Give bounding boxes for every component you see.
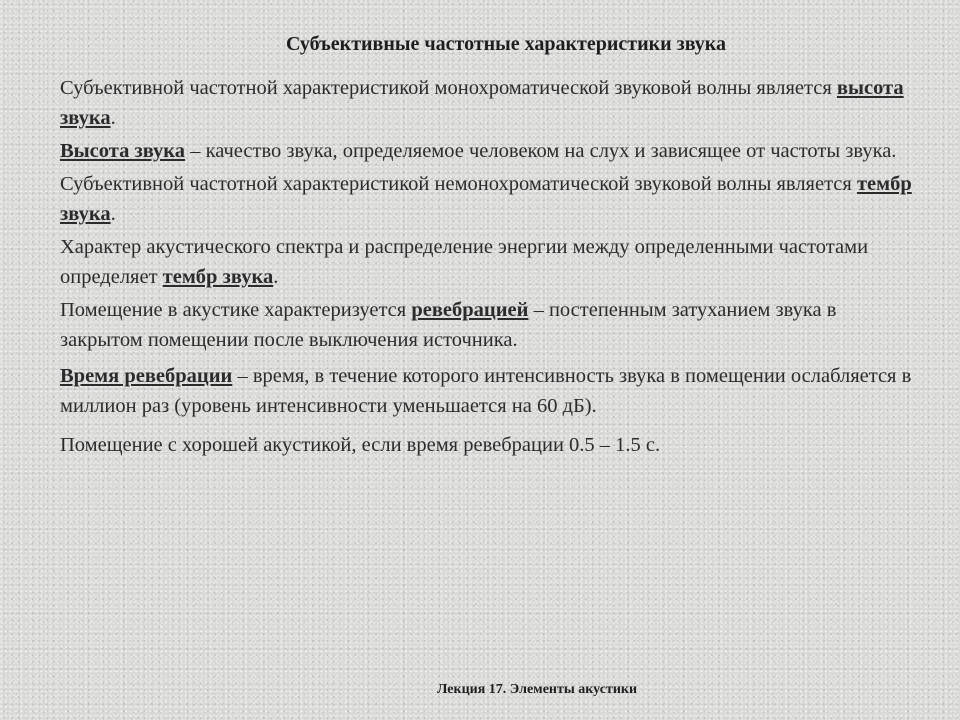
paragraph-pitch-meaning [60,136,920,166]
paragraph-reverberation [60,295,920,355]
term-pitch: Высота звука [60,140,186,162]
paragraph-text: Субъективной частотной характеристикой монохроматической звуковой волны является [60,77,837,99]
slide-title: Субъективные частотные характеристики звука [285,33,727,55]
slide-footer: Лекция 17. Элементы акустики [436,682,638,697]
term-pitch: высота звука [60,77,904,129]
term-reverberation-time: Время ревебрации [60,365,233,387]
term-reverberation: ревебрацией [411,299,529,321]
paragraph-timbre-spectrum [60,232,920,292]
paragraph-text: – качество звука, определяемое человеком на слух и зависящее от частоты звука. [185,140,897,162]
paragraph-reverberation-time [60,361,920,421]
paragraph-text: Помещение с хорошей акустикой, если время ревебрации 0.5 – 1.5 с. [60,434,661,456]
term-timbre: тембр звука [162,266,274,288]
paragraph-text: – время, в течение которого интенсивность звука в помещении ослабляется в миллион раз (уровень интенсивности уменьшается на 60 дБ). [60,365,912,417]
paragraph-good-acoustics [60,430,920,460]
paragraph-pitch-definition [60,73,920,133]
paragraph-text: . [110,107,116,129]
paragraph-text: . [273,266,279,288]
paragraph-text: Помещение в акустике характеризуется [60,299,412,321]
paragraph-text: . [110,203,116,225]
paragraph-text: – постепенным затуханием звука в закрытом помещении после выключения источника. [60,299,837,351]
slide-body [60,73,920,460]
term-timbre: тембр звука [60,173,912,225]
paragraph-text: Характер акустического спектра и распределение энергии между определенными частотами определяет [60,236,869,288]
paragraph-text: Субъективной частотной характеристикой немонохроматической звуковой волны является [60,173,857,195]
paragraph-timbre-definition [60,169,920,229]
